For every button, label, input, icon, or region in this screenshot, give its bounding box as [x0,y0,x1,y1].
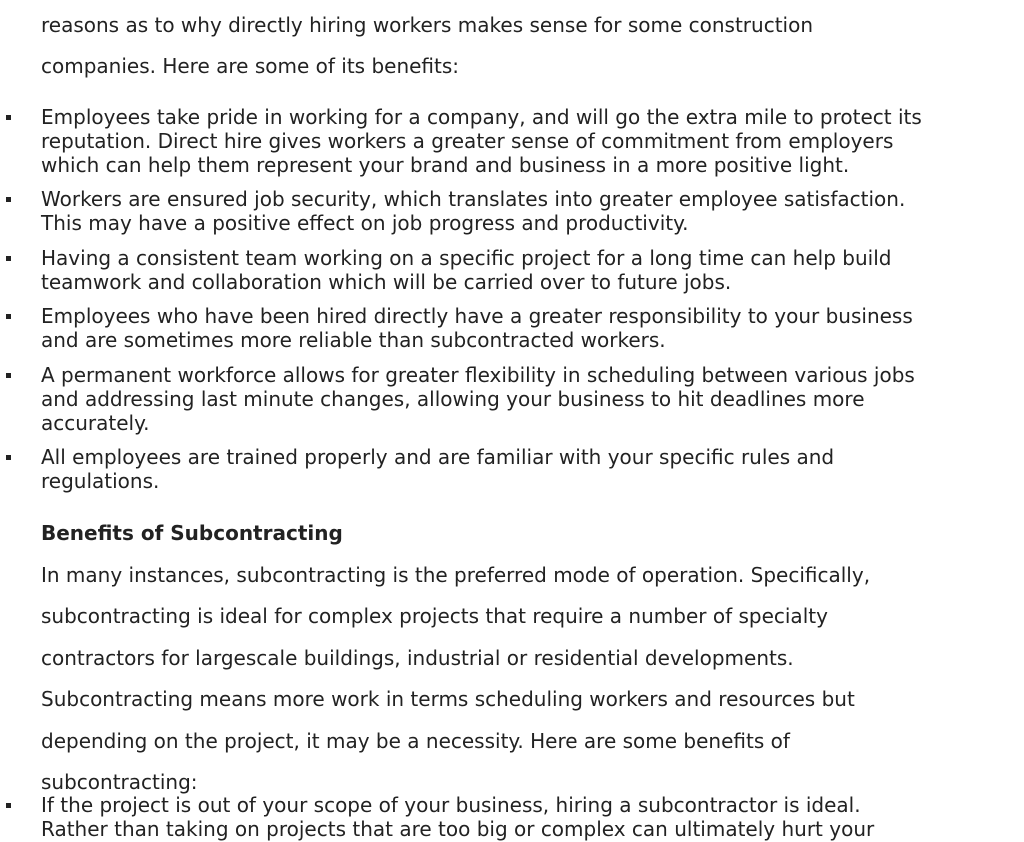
list-item-text: All employees are trained properly and are familiar with your specific rules and [41,445,835,469]
list-item-text: and are sometimes more reliable than subcontracted workers. [41,328,666,352]
subcontracting-paragraph [41,562,981,793]
intro-line: reasons as to why directly hiring workers makes sense for some construction [41,13,814,37]
list-item-text: A permanent workforce allows for greater flexibility in scheduling between various jobs [41,363,915,387]
list-item-text: Having a consistent team working on a specific project for a long time can help build [41,246,892,270]
subcontracting-benefits-list [0,793,1000,841]
paragraph-line: In many instances, subcontracting is the preferred mode of operation. Specifically, [41,563,871,587]
list-item [0,445,971,493]
list-item-text: accurately. [41,411,150,435]
section-heading: Benefits of Subcontracting [41,521,343,545]
intro-line: companies. Here are some of its benefits: [41,54,460,79]
paragraph-line: contractors for largescale buildings, industrial or residential developments. [41,645,794,670]
square-bullet-icon [6,197,11,202]
paragraph-line: subcontracting: [41,769,198,794]
list-item [0,105,971,187]
list-item-text: and addressing last minute changes, allowing your business to hit deadlines more [41,387,865,411]
list-item-text: teamwork and collaboration which will be carried over to future jobs. [41,270,732,294]
list-item [0,363,971,445]
list-item-text: Employees take pride in working for a company, and will go the extra mile to protect its [41,105,922,129]
square-bullet-icon [6,455,11,460]
intro-paragraph [41,12,981,95]
list-item [0,187,971,246]
list-item-text: which can help them represent your brand and business in a more positive light. [41,153,850,177]
list-item-text: reputation. Direct hire gives workers a greater sense of commitment from employers [41,129,894,153]
list-item-text: This may have a positive effect on job progress and productivity. [41,211,689,235]
square-bullet-icon [6,803,11,808]
list-item-text: Rather than taking on projects that are too big or complex can ultimately hurt your [41,817,875,841]
square-bullet-icon [6,314,11,319]
paragraph-line: depending on the project, it may be a necessity. Here are some benefits of [41,728,790,753]
list-item-text: regulations. [41,469,160,493]
square-bullet-icon [6,256,11,261]
list-item-text: Workers are ensured job security, which translates into greater employee satisfaction. [41,187,906,211]
list-item [0,793,971,841]
paragraph-line: subcontracting is ideal for complex projects that require a number of specialty [41,604,828,629]
paragraph-line: Subcontracting means more work in terms scheduling workers and resources but [41,687,855,712]
list-item [0,304,971,363]
list-item [0,246,971,304]
square-bullet-icon [6,373,11,378]
list-item-text: Employees who have been hired directly have a greater responsibility to your business [41,304,913,328]
list-item-text: If the project is out of your scope of your business, hiring a subcontractor is ideal. [41,793,861,817]
square-bullet-icon [6,115,11,120]
direct-hire-benefits-list [0,105,1000,493]
